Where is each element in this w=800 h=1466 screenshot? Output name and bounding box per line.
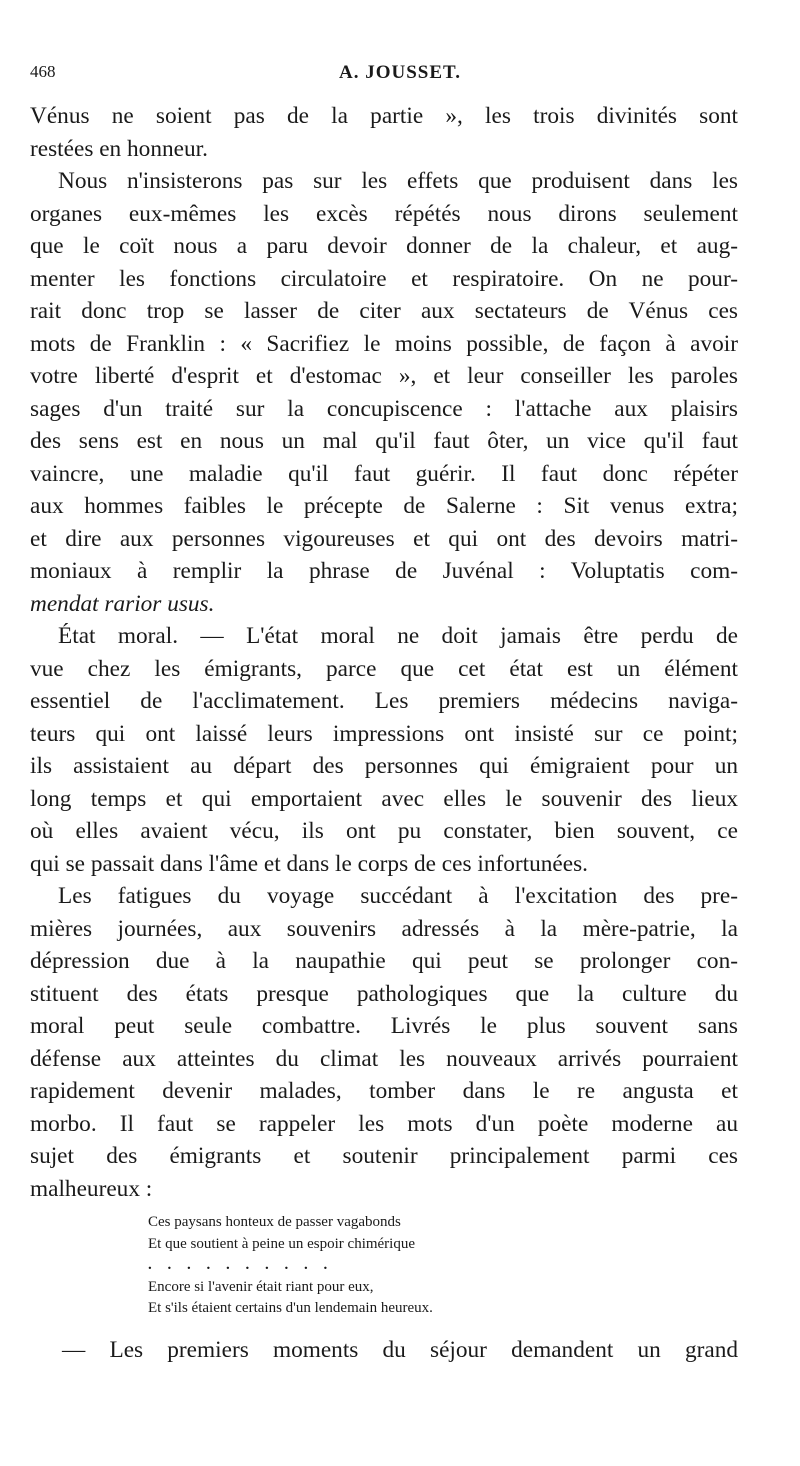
text-line: des sens est en nous un mal qu'il faut ôter, un vice qu'il faut: [30, 428, 738, 454]
text-line: ils assistaient au départ des personnes qui émigraient pour un: [30, 753, 738, 779]
text-line: mières journées, aux souvenirs adressés à la mère-patrie, la: [30, 915, 738, 942]
text-line: — Les premiers moments du séjour demandent un grand: [62, 1337, 738, 1363]
verse-ellipsis: . . . . . . . . . .: [148, 1257, 334, 1273]
text-line: vaincre, une maladie qu'il faut guérir. Il faut donc répéter: [30, 460, 738, 487]
text-line: et dire aux personnes vigoureuses et qui ont des devoirs matri-: [30, 525, 738, 552]
verse-line: Encore si l'avenir était riant pour eux,: [148, 1278, 374, 1295]
text-line: mots de Franklin : « Sacrifiez le moins possible, de façon à avoir: [30, 330, 738, 357]
verse-quote: [148, 1212, 648, 1320]
text-line: long temps et qui emportaient avec elles le souvenir des lieux: [30, 785, 738, 812]
text-line: défense aux atteintes du climat les nouveaux arrivés pourraient: [30, 1045, 738, 1072]
text-line: rapidement devenir malades, tomber dans le re angusta et: [30, 1078, 738, 1104]
running-head: A. JOUSSET.: [338, 62, 462, 83]
text-line: sujet des émigrants et soutenir principalement parmi ces: [30, 1143, 738, 1169]
text-line: organes eux-mêmes les excès répétés nous dirons seulement: [30, 200, 738, 227]
body-text: [30, 100, 738, 1205]
text-line: morbo. Il faut se rappeler les mots d'un poète moderne au: [30, 1110, 738, 1137]
verse-line: Et que soutient à peine un espoir chimérique: [148, 1235, 416, 1252]
text-line: que le coït nous a paru devoir donner de la chaleur, et aug-: [30, 233, 738, 259]
final-paragraph: [62, 1334, 738, 1367]
text-line: vue chez les émigrants, parce que cet état est un élément: [30, 655, 738, 682]
text-line: menter les fonctions circulatoire et respiratoire. On ne pour-: [30, 265, 738, 292]
text-line: État moral. — L'état moral ne doit jamais être perdu de: [58, 623, 738, 649]
text-line: qui se passait dans l'âme et dans le corps de ces infortunées.: [30, 850, 588, 877]
text-line: Nous n'insisterons pas sur les effets que produisent dans les: [58, 168, 738, 194]
text-line: stituent des états presque pathologiques que la culture du: [30, 980, 738, 1007]
page-header: [30, 62, 730, 92]
text-line: sages d'un traité sur la concupiscence : l'attache aux plaisirs: [30, 395, 738, 422]
text-line: essentiel de l'acclimatement. Les premiers médecins naviga-: [30, 688, 738, 714]
text-line: Vénus ne soient pas de la partie », les trois divinités sont: [30, 103, 738, 129]
text-line: restées en honneur.: [30, 135, 208, 162]
text-line: moral peut seule combattre. Livrés le plus souvent sans: [30, 1013, 738, 1039]
text-line: votre liberté d'esprit et d'estomac », et leur conseiller les paroles: [30, 363, 738, 389]
text-line: Les fatigues du voyage succédant à l'excitation des pre-: [58, 883, 738, 909]
verse-line: Et s'ils étaient certains d'un lendemain heureux.: [148, 1300, 433, 1316]
text-line: aux hommes faibles le précepte de Salerne : Sit venus extra;: [30, 493, 738, 519]
verse-line: Ces paysans honteux de passer vagabonds: [148, 1214, 401, 1230]
text-line: où elles avaient vécu, ils ont pu constater, bien souvent, ce: [30, 818, 738, 844]
page-number: 468: [30, 62, 56, 81]
text-line: mendat rarior usus.: [30, 590, 215, 617]
text-line: rait donc trop se lasser de citer aux sectateurs de Vénus ces: [30, 298, 738, 324]
text-line: malheureux :: [30, 1175, 153, 1202]
text-line: moniaux à remplir la phrase de Juvénal : Voluptatis com-: [30, 558, 738, 584]
text-line: dépression due à la naupathie qui peut se prolonger con-: [30, 948, 738, 974]
text-line: teurs qui ont laissé leurs impressions ont insisté sur ce point;: [30, 720, 738, 747]
